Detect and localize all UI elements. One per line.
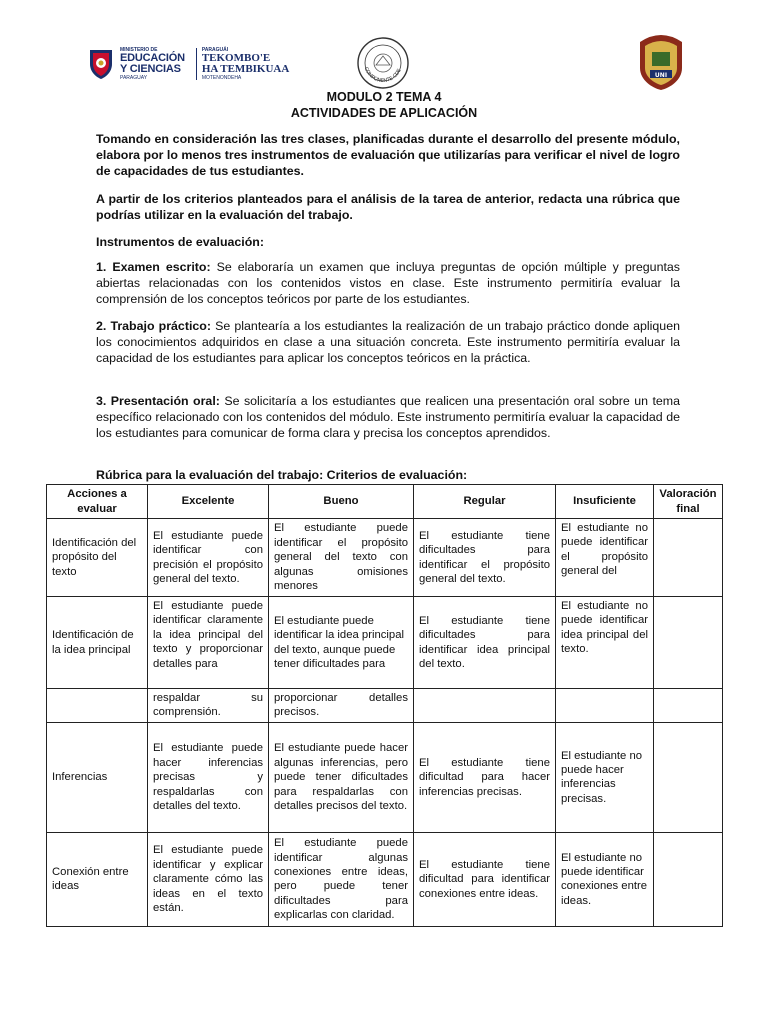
instruments-heading: Instrumentos de evaluación: (96, 235, 264, 249)
row4-insuficiente: El estudiante no puede hacer inferencias precisas. (556, 722, 654, 832)
row4-excelente: El estudiante puede hacer inferencias precisas y respaldarlas con detalles del texto. (148, 722, 269, 832)
row5-valoracion (654, 832, 723, 926)
table-row (47, 689, 723, 723)
row5-excelente: El estudiante puede identificar y explicar claramente cómo las ideas en el texto están. (148, 832, 269, 926)
paraguay-shield-icon (88, 48, 114, 80)
activities-title: ACTIVIDADES DE APLICACIÓN (290, 106, 478, 120)
row2-excelente: El estudiante puede identificar claramente la idea principal del texto y proporcionar detalles para (148, 597, 269, 689)
ministry-line3: Y CIENCIAS (120, 62, 181, 75)
table-row (47, 519, 723, 597)
row5-action: Conexión entre ideas (47, 832, 148, 926)
instrument-2-text: Se plantearía a los estudiantes la realización de un trabajo práctico donde apliquen los conocimientos adquiridos en clase a una situación concreta. Este instrumento permitiría evaluar la capacidad de los estudiantes para aplicar los conceptos teóricos en la práctica. (96, 319, 680, 365)
intro-paragraph-1: Tomando en consideración las tres clases, planificadas durante el desarrollo del presente módulo, elabora por lo menos tres instrumentos de evaluación que utilizarías para verificar el nivel de logro de capacidades de tus estudiantes. (96, 132, 680, 178)
row2-bueno: El estudiante puede identificar la idea principal del texto, aunque puede tener dificultades para (269, 597, 414, 689)
seal-text: COMPONENTE CDE (362, 66, 403, 85)
module-title: MODULO 2 TEMA 4 (326, 90, 442, 104)
header-bueno: Bueno (269, 485, 414, 519)
instrument-3 (96, 393, 680, 441)
table-row (47, 722, 723, 832)
header-regular: Regular (414, 485, 556, 519)
row1-insuficiente: El estudiante no puede identificar el propósito general del (556, 519, 654, 597)
row5-insuficiente: El estudiante no puede identificar conexiones entre ideas. (556, 832, 654, 926)
table-header-row (47, 485, 723, 519)
row4-action: Inferencias (47, 722, 148, 832)
row4-regular: El estudiante tiene dificultad para hacer inferencias precisas. (414, 722, 556, 832)
ministry-line2: EDUCACIÓN (120, 51, 185, 64)
instrument-3-text: Se solicitaría a los estudiantes que realicen una presentación oral sobre un tema específico relacionado con los contenidos del módulo. Este instrumento permitiría evaluar la capacidad de los estudiantes para comunicar de forma clara y precisa los conceptos aprendidos. (96, 394, 680, 440)
row3-action (47, 689, 148, 723)
row2-insuficiente: El estudiante no puede identificar idea principal del texto. (556, 597, 654, 689)
svg-text:COMPONENTE CDE (363, 66, 403, 84)
logo-divider (196, 48, 197, 80)
row2-valoracion (654, 597, 723, 689)
tekombo-line2: TEKOMBO'E (201, 51, 271, 64)
table-row (47, 597, 723, 689)
instrument-2 (96, 318, 680, 366)
tekombo-line3: HA TEMBIKUAA (201, 62, 290, 75)
row4-valoracion (654, 722, 723, 832)
row5-bueno: El estudiante puede identificar algunas conexiones entre ideas, pero puede tener dificultades para explicarlas con claridad. (269, 832, 414, 926)
table-row (47, 832, 723, 926)
ministry-line4: PARAGUAY (120, 74, 148, 81)
component-seal-icon (356, 36, 410, 90)
university-crest-icon (636, 28, 686, 92)
instrument-3-label: 3. Presentación oral: (96, 394, 220, 408)
row3-excelente: respaldar su comprensión. (148, 689, 269, 723)
instrument-1-text: Se elaboraría un examen que incluya preguntas de opción múltiple y preguntas abiertas relacionadas con los contenidos vistos en clase. Este instrumento permitiría evaluar la comprensión de los conceptos teóricos por parte de los estudiantes. (96, 260, 680, 306)
instrument-1-label: 1. Examen escrito: (96, 260, 211, 274)
row5-regular: El estudiante tiene dificultad para identificar conexiones entre ideas. (414, 832, 556, 926)
instrument-1 (96, 259, 680, 307)
rubric-table (46, 484, 723, 927)
tekombo-line4: MOTENONDEHA (201, 74, 242, 81)
row1-action: Identificación del propósito del texto (47, 519, 148, 597)
header-insuficiente: Insuficiente (556, 485, 654, 519)
ministry-logo (88, 44, 308, 84)
row4-bueno: El estudiante puede hacer algunas inferencias, pero puede tener dificultades para respaldarlas con detalles precisos del texto. (269, 722, 414, 832)
row1-excelente: El estudiante puede identificar con precisión el propósito general del texto. (148, 519, 269, 597)
header-excelente: Excelente (148, 485, 269, 519)
row1-regular: El estudiante tiene dificultades para identificar el propósito general del texto. (414, 519, 556, 597)
crest-text: UNI (654, 72, 668, 79)
instrument-2-label: 2. Trabajo práctico: (96, 319, 211, 333)
row1-valoracion (654, 519, 723, 597)
ministry-line1: MINISTERIO DE (120, 46, 158, 53)
header-valoracion: Valoración final (654, 485, 723, 519)
header-acciones: Acciones a evaluar (47, 485, 148, 519)
row2-action: Identificación de la idea principal (47, 597, 148, 689)
tekombo-line1: PARAGUÁI (201, 46, 229, 53)
row2-regular: El estudiante tiene dificultades para identificar idea principal del texto. (414, 597, 556, 689)
row3-regular (414, 689, 556, 723)
row3-valoracion (654, 689, 723, 723)
intro-paragraph-2: A partir de los criterios planteados para el análisis de la tarea de anterior, redacta una rúbrica que podrías utilizar en la evaluación del trabajo. (96, 192, 680, 222)
rubric-heading: Rúbrica para la evaluación del trabajo: Criterios de evaluación: (96, 468, 468, 482)
row3-insuficiente (556, 689, 654, 723)
row3-bueno: proporcionar detalles precisos. (269, 689, 414, 723)
row1-bueno: El estudiante puede identificar el propósito general del texto con algunas omisiones menores (269, 519, 414, 597)
